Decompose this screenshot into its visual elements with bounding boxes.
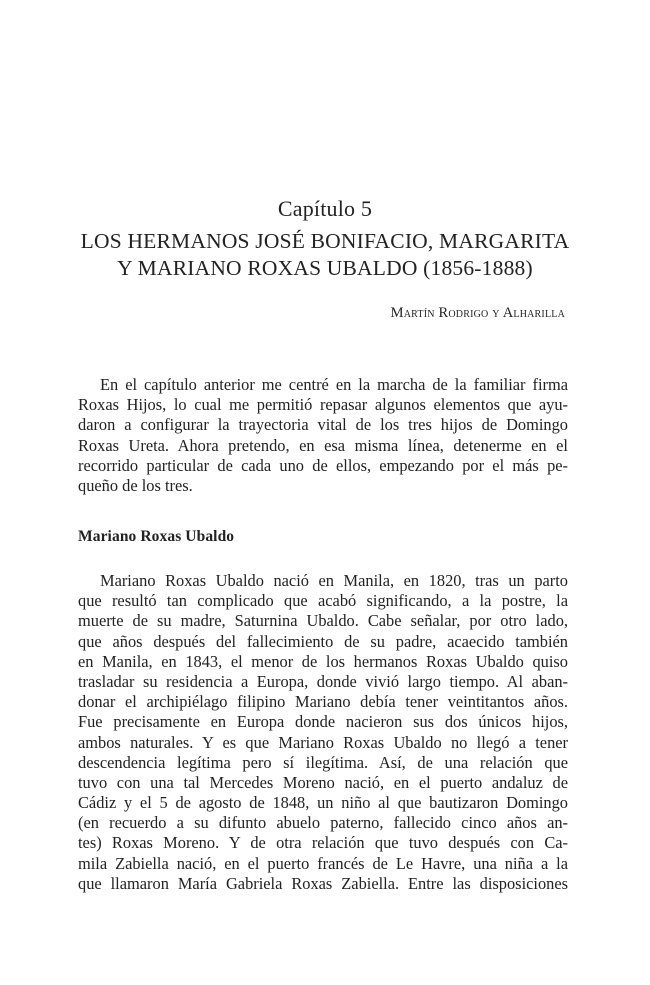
text-line: donar el archipiélago filipino Mariano debía tener veintitantos años.: [78, 692, 568, 712]
text-line: recorrido particular de cada uno de ellos, empezando por el más pe-: [78, 455, 568, 475]
section-heading: Mariano Roxas Ubaldo: [78, 528, 235, 545]
text-line: (en recuerdo a su difunto abuelo paterno, fallecido cinco años an-: [78, 813, 568, 833]
text-line: Mariano Roxas Ubaldo nació en Manila, en 1820, tras un parto: [100, 571, 568, 590]
chapter-title-line: Y MARIANO ROXAS UBALDO (1856-1888): [117, 256, 533, 280]
text-line: que años después del fallecimiento de su padre, acaecido también: [78, 631, 568, 651]
text-line: tes) Roxas Moreno. Y de otra relación que tuvo después con Ca-: [78, 833, 568, 853]
text-line: descendencia legítima pero sí ilegítima. Así, de una relación que: [78, 752, 568, 772]
chapter-title-line: LOS HERMANOS JOSÉ BONIFACIO, MARGARITA: [80, 229, 570, 253]
text-line: mila Zabiella nació, en el puerto francés de Le Havre, una niña a la: [78, 853, 568, 873]
text-line: Fue precisamente en Europa donde nacieron sus dos únicos hijos,: [78, 712, 568, 732]
text-line: tuvo con una tal Mercedes Moreno nació, en el puerto andaluz de: [78, 772, 568, 792]
text-line: Roxas Hijos, lo cual me permitió repasar algunos elementos que ayu-: [78, 395, 568, 415]
text-line: en Manila, en 1843, el menor de los hermanos Roxas Ubaldo quiso: [78, 651, 568, 671]
text-line: trasladar su residencia a Europa, donde vivió largo tiempo. Al aban-: [78, 671, 568, 691]
text-line: ambos naturales. Y es que Mariano Roxas Ubaldo no llegó a tener: [78, 732, 568, 752]
text-line: Roxas Ureta. Ahora pretendo, en esa misma línea, detenerme en el: [78, 435, 568, 455]
text-line: que resultó tan complicado que acabó significando, a la postre, la: [78, 591, 568, 611]
text-line: queño de los tres.: [78, 475, 193, 495]
text-line: En el capítulo anterior me centré en la marcha de la familiar firma: [100, 375, 568, 394]
chapter-title: [60, 228, 590, 282]
section-paragraph: [78, 571, 568, 894]
text-line: que llamaron María Gabriela Roxas Zabiella. Entre las disposiciones: [78, 873, 568, 893]
chapter-author: Martín Rodrigo y Alharilla: [390, 305, 565, 321]
chapter-number: Capítulo 5: [277, 196, 373, 221]
text-line: Cádiz y el 5 de agosto de 1848, un niño al que bautizaron Domingo: [78, 793, 568, 813]
intro-paragraph: [78, 375, 568, 496]
text-line: muerte de su madre, Saturnina Ubaldo. Cabe señalar, por otro lado,: [78, 611, 568, 631]
text-line: daron a configurar la trayectoria vital de los tres hijos de Domingo: [78, 415, 568, 435]
